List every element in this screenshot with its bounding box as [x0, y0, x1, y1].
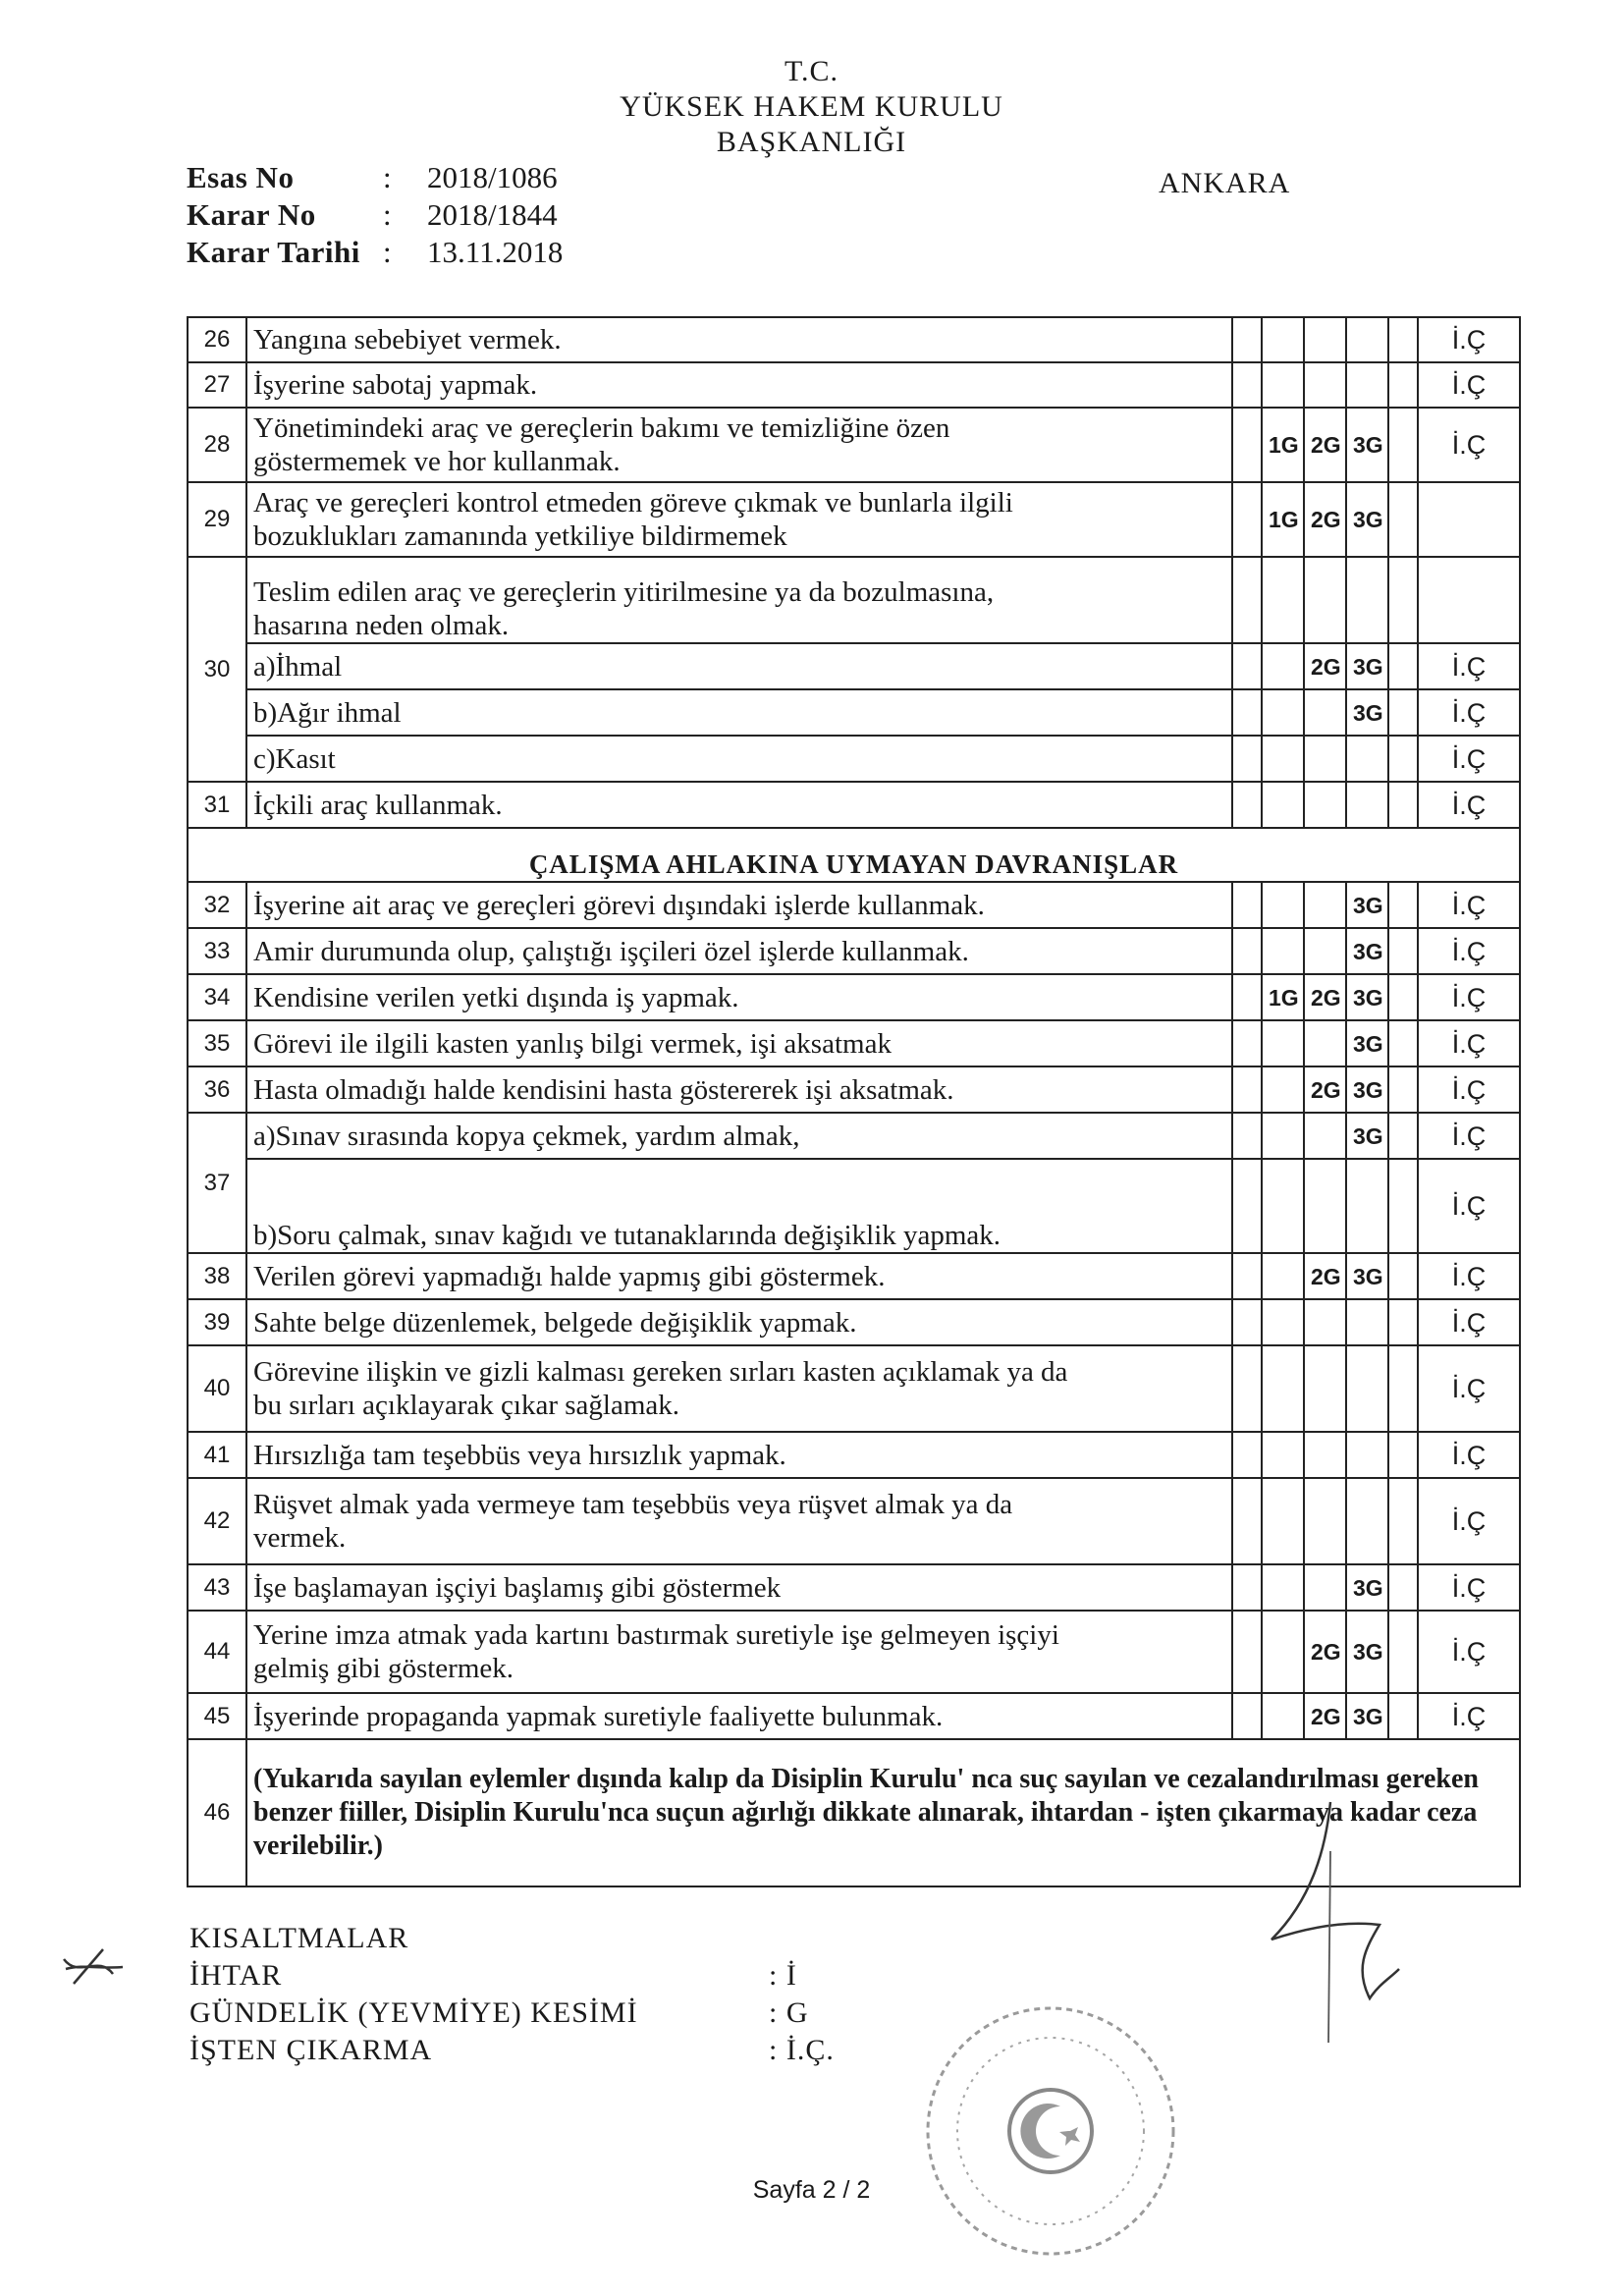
abbr-row-gundelik [189, 1995, 835, 2032]
penalty-3g: 3G [1346, 1253, 1388, 1299]
header-institution: YÜKSEK HAKEM KURULU [620, 90, 1003, 123]
row-number: 31 [188, 782, 246, 828]
row-text: Hırsızlığa tam teşebbüs veya hırsızlık yapmak. [246, 1432, 1232, 1478]
table-row [188, 1478, 1520, 1564]
row-text: Görevi ile ilgili kasten yanlış bilgi vermek, işi aksatmak [246, 1020, 1232, 1066]
section-heading: ÇALIŞMA AHLAKINA UYMAYAN DAVRANIŞLAR [188, 828, 1520, 882]
table-row [188, 974, 1520, 1020]
table-row [188, 1113, 1520, 1159]
penalty-ic: İ.Ç [1418, 1159, 1520, 1253]
row-subitem: c)Kasıt [246, 736, 1232, 782]
signature [1232, 1792, 1429, 2052]
penalty-3g: 3G [1346, 408, 1388, 482]
penalty-ic: İ.Ç [1418, 689, 1520, 736]
row-text: İşe başlamayan işçiyi başlamış gibi göstermek [246, 1564, 1232, 1611]
row-text-line: gelmiş gibi göstermek. [253, 1653, 514, 1684]
penalty-ic: İ.Ç [1418, 643, 1520, 689]
penalty-ic: İ.Ç [1418, 1345, 1520, 1432]
row-text: İşyerine sabotaj yapmak. [246, 362, 1232, 408]
table-row [188, 1066, 1520, 1113]
penalty-2g: 2G [1304, 1253, 1346, 1299]
page-number: Sayfa 2 / 2 [752, 2176, 871, 2204]
row-number: 30 [188, 557, 246, 782]
table-row [188, 408, 1520, 482]
penalty-2g: 2G [1304, 1611, 1346, 1693]
abbreviations [189, 1920, 835, 2069]
row-number: 36 [188, 1066, 246, 1113]
penalty-ic: İ.Ç [1418, 882, 1520, 928]
row-text [246, 1345, 1232, 1432]
penalty-ic: İ.Ç [1418, 974, 1520, 1020]
row-number: 35 [188, 1020, 246, 1066]
row-number: 46 [188, 1739, 246, 1886]
row-number: 33 [188, 928, 246, 974]
penalty-3g: 3G [1346, 1693, 1388, 1739]
row-text-line: Araç ve gereçleri kontrol etmeden göreve çıkmak ve bunlarla ilgili [253, 487, 1013, 519]
karar-row [187, 196, 563, 234]
row-text-line: Rüşvet almak yada vermeye tam teşebbüs veya rüşvet almak ya da [253, 1489, 1013, 1520]
karar-label: Karar No [187, 197, 316, 232]
penalty-ic: İ.Ç [1418, 1478, 1520, 1564]
esas-value: 2018/1086 [427, 160, 558, 194]
penalty-3g: 3G [1346, 1113, 1388, 1159]
handwritten-mark [54, 1940, 133, 2003]
penalty-1g: 1G [1262, 408, 1304, 482]
abbr-gundelik-value: : G [769, 1996, 809, 2029]
row-number: 34 [188, 974, 246, 1020]
row-number: 39 [188, 1299, 246, 1345]
row-subitem: a)Sınav sırasında kopya çekmek, yardım almak, [246, 1113, 1232, 1159]
row-number: 41 [188, 1432, 246, 1478]
table-row [188, 362, 1520, 408]
penalty-ic: İ.Ç [1418, 1253, 1520, 1299]
table-row [188, 1020, 1520, 1066]
table-row [188, 557, 1520, 643]
header-tc: T.C. [784, 55, 839, 87]
table-row [188, 1253, 1520, 1299]
table-row [188, 482, 1520, 557]
penalty-3g: 3G [1346, 643, 1388, 689]
row-text-line: vermek. [253, 1522, 347, 1554]
penalty-1g: 1G [1262, 482, 1304, 557]
table-row [188, 643, 1520, 689]
penalty-ic: İ.Ç [1418, 1113, 1520, 1159]
penalty-1g: 1G [1262, 974, 1304, 1020]
table-row [188, 317, 1520, 362]
penalty-ic: İ.Ç [1418, 1299, 1520, 1345]
table-row [188, 882, 1520, 928]
penalty-2g: 2G [1304, 408, 1346, 482]
penalty-ic: İ.Ç [1418, 928, 1520, 974]
abbr-ihtar-value: : İ [769, 1959, 797, 1992]
table-row [188, 1564, 1520, 1611]
penalty-2g: 2G [1304, 1693, 1346, 1739]
penalty-2g: 2G [1304, 1066, 1346, 1113]
penalty-3g: 3G [1346, 1066, 1388, 1113]
table-row [188, 1432, 1520, 1478]
row-number: 27 [188, 362, 246, 408]
row-number: 26 [188, 317, 246, 362]
row-number: 32 [188, 882, 246, 928]
table-row [188, 1693, 1520, 1739]
penalty-3g: 3G [1346, 689, 1388, 736]
row-text: İşyerine ait araç ve gereçleri görevi dışındaki işlerde kullanmak. [246, 882, 1232, 928]
tarih-row [187, 234, 563, 271]
header-presidency: BAŞKANLIĞI [716, 126, 907, 158]
closing-note: (Yukarıda sayılan eylemler dışında kalıp da Disiplin Kurulu' nca suç sayılan ve cezalandırılması gereken benzer fiiller, Disiplin Kurulu'nca suçun ağırlığı dikkate alınarak, ihtardan - işten çıkarmaya kadar ceza verilebilir.) [246, 1739, 1520, 1886]
row-subitem: a)İhmal [246, 643, 1232, 689]
karar-value: 2018/1844 [427, 197, 558, 232]
penalty-ic: İ.Ç [1418, 736, 1520, 782]
table-row [188, 1611, 1520, 1693]
row-number: 38 [188, 1253, 246, 1299]
penalty-ic: İ.Ç [1418, 408, 1520, 482]
row-text: Sahte belge düzenlemek, belgede değişiklik yapmak. [246, 1299, 1232, 1345]
penalty-2g: 2G [1304, 482, 1346, 557]
table-row [188, 1299, 1520, 1345]
document-header [0, 54, 1623, 160]
section-row [188, 828, 1520, 882]
table-row [188, 689, 1520, 736]
row-text: İçkili araç kullanmak. [246, 782, 1232, 828]
abbr-isten-value: : İ.Ç. [769, 2034, 835, 2066]
tarih-value: 13.11.2018 [427, 235, 564, 269]
row-text-line: hasarına neden olmak. [253, 610, 510, 641]
row-text-line: Yerine imza atmak yada kartını bastırmak suretiyle işe gelmeyen işçiyi [253, 1619, 1059, 1651]
penalty-3g: 3G [1346, 1020, 1388, 1066]
table-row [188, 782, 1520, 828]
abbreviations-title: KISALTMALAR [189, 1922, 409, 1954]
row-number: 43 [188, 1564, 246, 1611]
tarih-label: Karar Tarihi [187, 235, 360, 269]
row-text [246, 1478, 1232, 1564]
penalty-3g: 3G [1346, 928, 1388, 974]
row-text-line: Görevine ilişkin ve gizli kalması gereken sırları kasten açıklamak ya da [253, 1356, 1068, 1388]
penalty-ic: İ.Ç [1418, 1693, 1520, 1739]
abbr-ihtar-label: İHTAR [189, 1959, 283, 1992]
penalty-ic: İ.Ç [1418, 362, 1520, 408]
esas-row [187, 159, 563, 196]
penalty-ic: İ.Ç [1418, 317, 1520, 362]
tarih-sep: : [383, 235, 392, 269]
penalty-ic: İ.Ç [1418, 1020, 1520, 1066]
karar-sep: : [383, 197, 392, 232]
discipline-table [187, 316, 1521, 1887]
row-text [246, 408, 1232, 482]
esas-label: Esas No [187, 160, 295, 194]
row-text-line: göstermemek ve hor kullanmak. [253, 446, 621, 477]
penalty-ic: İ.Ç [1418, 1611, 1520, 1693]
table-row [188, 1159, 1520, 1253]
table-row [188, 1345, 1520, 1432]
row-number: 29 [188, 482, 246, 557]
abbr-row-isten [189, 2032, 835, 2069]
row-text: Kendisine verilen yetki dışında iş yapmak. [246, 974, 1232, 1020]
row-subitem: b)Ağır ihmal [246, 689, 1232, 736]
row-subitem: b)Soru çalmak, sınav kağıdı ve tutanaklarında değişiklik yapmak. [246, 1159, 1232, 1253]
abbr-row-ihtar [189, 1957, 835, 1995]
penalty-ic: İ.Ç [1418, 1432, 1520, 1478]
table-row [188, 736, 1520, 782]
abbr-isten-label: İŞTEN ÇIKARMA [189, 2034, 433, 2066]
row-text-line: bu sırları açıklayarak çıkar sağlamak. [253, 1390, 679, 1421]
row-number: 37 [188, 1113, 246, 1253]
row-text [246, 482, 1232, 557]
official-seal [913, 1984, 1198, 2283]
row-text: Amir durumunda olup, çalıştığı işçileri özel işlerde kullanmak. [246, 928, 1232, 974]
row-number: 45 [188, 1693, 246, 1739]
row-text [246, 557, 1232, 643]
row-number: 28 [188, 408, 246, 482]
row-text-line: Yönetimindeki araç ve gereçlerin bakımı ve temizliğine özen [253, 412, 950, 444]
penalty-3g: 3G [1346, 882, 1388, 928]
penalty-2g: 2G [1304, 974, 1346, 1020]
penalty-ic: İ.Ç [1418, 1066, 1520, 1113]
penalty-2g: 2G [1304, 643, 1346, 689]
case-meta [187, 159, 563, 271]
row-number: 40 [188, 1345, 246, 1432]
penalty-3g: 3G [1346, 482, 1388, 557]
row-text: Verilen görevi yapmadığı halde yapmış gibi göstermek. [246, 1253, 1232, 1299]
row-text-line: bozuklukları zamanında yetkiliye bildirmemek [253, 520, 787, 552]
penalty-3g: 3G [1346, 1564, 1388, 1611]
abbr-gundelik-label: GÜNDELİK (YEVMİYE) KESİMİ [189, 1996, 638, 2029]
table-row [188, 928, 1520, 974]
row-text: Hasta olmadığı halde kendisini hasta göstererek işi aksatmak. [246, 1066, 1232, 1113]
row-number: 44 [188, 1611, 246, 1693]
penalty-3g: 3G [1346, 974, 1388, 1020]
esas-sep: : [383, 160, 392, 194]
row-text-line: Teslim edilen araç ve gereçlerin yitirilmesine ya da bozulmasına, [253, 576, 995, 608]
row-text [246, 1611, 1232, 1693]
penalty-ic: İ.Ç [1418, 782, 1520, 828]
row-number: 42 [188, 1478, 246, 1564]
penalty-3g: 3G [1346, 1611, 1388, 1693]
row-text: İşyerinde propaganda yapmak suretiyle faaliyette bulunmak. [246, 1693, 1232, 1739]
penalty-ic: İ.Ç [1418, 1564, 1520, 1611]
row-text: Yangına sebebiyet vermek. [246, 317, 1232, 362]
city: ANKARA [1159, 167, 1291, 199]
